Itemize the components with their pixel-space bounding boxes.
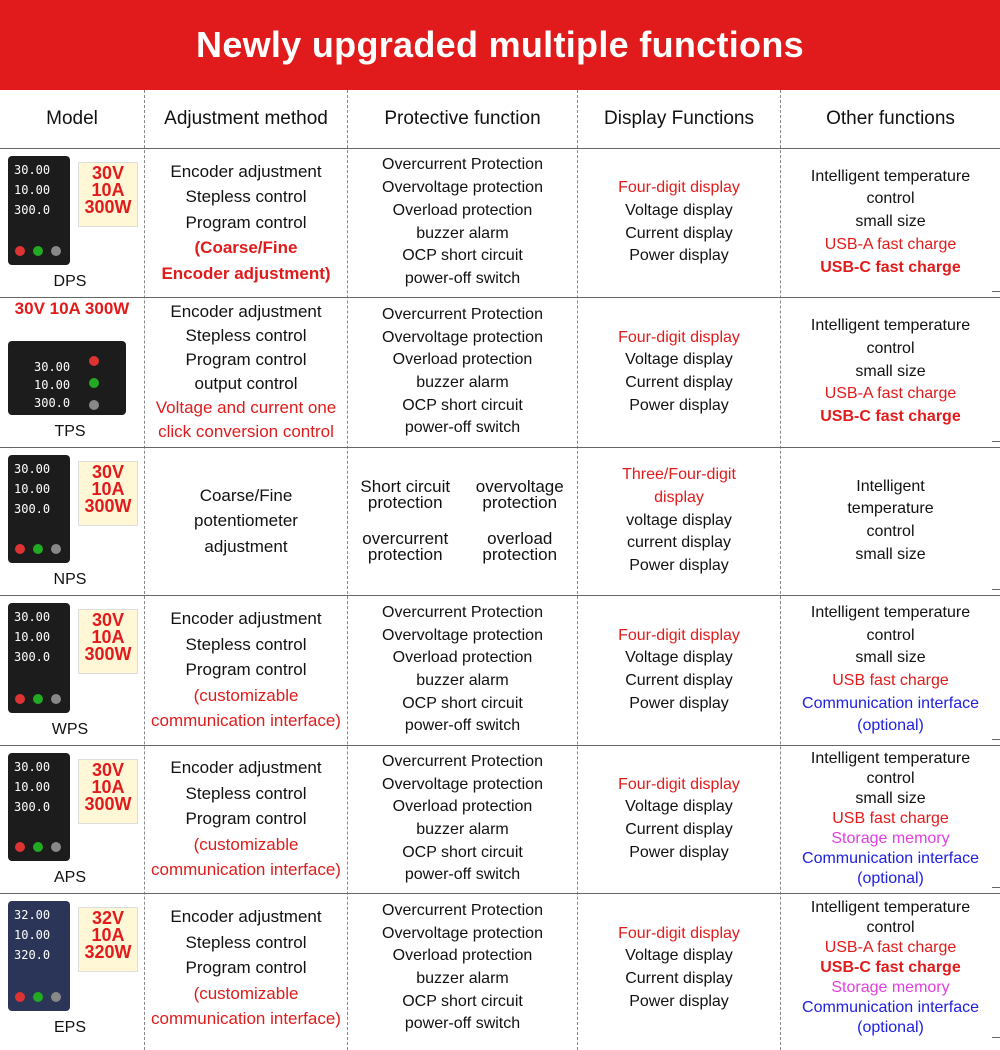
display-cell: [578, 749, 780, 889]
row-divider: [0, 595, 1000, 596]
other-line: Intelligent temperature: [810, 167, 971, 185]
display-line: Four-digit display: [618, 775, 740, 793]
protect-line: power-off switch: [404, 419, 521, 437]
terminal-knob: [89, 400, 99, 410]
display-line: Power display: [629, 396, 729, 414]
display-line: voltage display: [626, 511, 732, 529]
spec-tag-line: 10A: [91, 627, 125, 648]
adjust-line: potentiometer: [194, 511, 298, 531]
spec-tag-line: 300W: [84, 794, 132, 815]
adjust-cell: [145, 451, 347, 591]
display-line: Current display: [625, 224, 733, 242]
protect-item-line: protection: [482, 493, 558, 512]
spec-tag-line: 300W: [84, 197, 132, 218]
device-readout: 32.00: [14, 908, 51, 922]
protect-line: Overcurrent Protection: [382, 305, 543, 323]
adjust-line: Stepless control: [185, 634, 307, 654]
device-readout: 10.00: [14, 630, 51, 644]
adjust-line: Program control: [185, 809, 307, 829]
other-line: Communication interface: [802, 850, 979, 867]
protect-line: Overvoltage protection: [382, 775, 543, 793]
row-edge-mark: [992, 291, 1000, 292]
terminal-knob: [89, 378, 99, 388]
header-display-functions: Display Functions: [604, 108, 754, 129]
adjust-line: (customizable: [193, 834, 299, 854]
adjust-line: Stepless control: [185, 187, 307, 207]
adjust-line: click conversion control: [158, 422, 334, 442]
adjust-line: Stepless control: [185, 325, 307, 345]
protect-item-line: protection: [367, 545, 443, 564]
protect-line: buzzer alarm: [416, 224, 509, 242]
display-line: Power display: [629, 694, 729, 712]
device-readout: 10.00: [14, 928, 51, 942]
protect-line: Overload protection: [392, 798, 533, 816]
terminal-knob: [15, 694, 25, 704]
terminal-knob: [33, 246, 43, 256]
row-edge-mark: [992, 1037, 1000, 1038]
other-line: Communication interface: [802, 694, 979, 712]
other-line: USB-C fast charge: [820, 959, 961, 976]
display-line: Voltage display: [625, 201, 733, 219]
device-readout: 10.00: [14, 482, 51, 496]
other-line: control: [866, 919, 915, 936]
other-cell: [781, 749, 1000, 889]
display-line: Four-digit display: [618, 924, 740, 942]
other-line: small size: [855, 649, 926, 667]
terminal-knob: [33, 992, 43, 1002]
spec-tag-line: 32V: [91, 908, 125, 928]
device-readout: 300.0: [14, 502, 51, 516]
spec-tag-line: 30V: [91, 610, 125, 630]
protect-cell: [348, 152, 577, 293]
display-line: Power display: [629, 247, 729, 265]
device-readout: 300.0: [14, 203, 51, 217]
adjust-line: Encoder adjustment): [161, 263, 331, 283]
protect-grid: [348, 469, 577, 573]
protect-line: OCP short circuit: [402, 694, 523, 712]
model-name: NPS: [53, 571, 87, 588]
other-line: control: [866, 523, 915, 540]
spec-tag-line: 300W: [84, 644, 132, 665]
device-readout: 30.00: [14, 163, 51, 177]
row-edge-mark: [992, 589, 1000, 590]
display-line: Current display: [625, 672, 733, 689]
spec-tag: [78, 609, 138, 674]
protect-item: [463, 528, 578, 564]
protect-item: [348, 528, 463, 564]
adjust-line: Program control: [185, 958, 307, 978]
row-divider: [0, 447, 1000, 448]
display-line: Current display: [625, 821, 733, 838]
protect-line: power-off switch: [404, 717, 521, 735]
other-line: control: [866, 339, 915, 357]
device-readout: 30.00: [14, 462, 51, 476]
other-line: Intelligent temperature: [810, 750, 971, 767]
adjust-line: communication interface): [151, 860, 341, 880]
terminal-knob: [15, 246, 25, 256]
protect-line: Overload protection: [392, 947, 533, 965]
adjust-line: Encoder adjustment: [170, 758, 322, 778]
display-line: Power display: [629, 992, 729, 1010]
header-model: Model: [46, 108, 98, 129]
other-line: small size: [855, 362, 926, 380]
other-cell: [781, 152, 1000, 293]
other-cell: [781, 301, 1000, 443]
protect-item-line: protection: [367, 493, 443, 512]
display-cell: [578, 599, 780, 741]
protect-line: OCP short circuit: [402, 843, 523, 861]
other-line: USB-A fast charge: [824, 385, 957, 403]
display-line: Current display: [625, 374, 733, 391]
protect-line: OCP short circuit: [402, 396, 523, 414]
display-line: Voltage display: [625, 798, 733, 816]
protect-line: OCP short circuit: [402, 247, 523, 265]
protect-item-line: Short circuit: [360, 476, 451, 496]
spec-tag-line: 30V 10A 300W: [14, 299, 130, 318]
header-adjustment-method: Adjustment method: [164, 108, 328, 129]
display-line: Four-digit display: [618, 626, 740, 644]
other-line: Intelligent: [856, 477, 925, 495]
other-line: control: [866, 626, 915, 644]
display-line: Power display: [629, 557, 729, 575]
terminal-knob: [15, 992, 25, 1002]
adjust-line: Stepless control: [185, 932, 307, 952]
other-line: USB-A fast charge: [824, 235, 957, 253]
display-cell: [578, 451, 780, 591]
row-divider: [0, 893, 1000, 894]
model-name: WPS: [51, 721, 89, 738]
header-other-functions: Other functions: [826, 108, 955, 129]
terminal-knob: [15, 842, 25, 852]
protect-line: Overload protection: [392, 351, 533, 369]
spec-tag: [78, 759, 138, 824]
display-cell: [578, 897, 780, 1039]
other-line: (optional): [857, 1019, 924, 1036]
other-line: Communication interface: [802, 999, 979, 1016]
header-protective-function: Protective function: [384, 108, 541, 129]
display-cell: [578, 152, 780, 293]
adjust-line: (Coarse/Fine: [194, 238, 298, 258]
adjust-line: communication interface): [151, 711, 341, 731]
row-divider: [0, 745, 1000, 746]
adjust-cell: [145, 152, 347, 293]
protect-cell: [348, 897, 577, 1039]
device-readout: 30.00: [14, 760, 51, 774]
spec-tag-line: 10A: [91, 479, 125, 500]
adjust-line: communication interface): [151, 1009, 341, 1029]
adjust-cell: [145, 301, 347, 443]
display-line: Three/Four-digit: [622, 466, 736, 484]
other-cell: [781, 451, 1000, 591]
protect-line: OCP short circuit: [402, 992, 523, 1010]
spec-tag-line: 30V: [91, 760, 125, 780]
protect-line: Overvoltage protection: [382, 626, 543, 644]
terminal-knob: [51, 246, 61, 256]
row-divider: [0, 297, 1000, 298]
adjust-line: Program control: [185, 349, 307, 369]
protect-item-line: overload: [487, 528, 553, 548]
adjust-line: adjustment: [204, 536, 288, 556]
other-cell: [781, 599, 1000, 741]
adjust-cell: [145, 599, 347, 741]
terminal-knob: [33, 842, 43, 852]
product-image: [4, 301, 138, 421]
model-name: DPS: [53, 273, 87, 290]
spec-tag-line: 10A: [91, 925, 125, 946]
spec-tag-line: 10A: [91, 180, 125, 201]
protect-line: buzzer alarm: [416, 672, 509, 689]
comparison-table: [0, 90, 1000, 1050]
spec-tag-line: 30V: [91, 163, 125, 183]
protect-item: [348, 476, 463, 512]
adjust-line: (customizable: [193, 685, 299, 705]
protect-line: power-off switch: [404, 866, 521, 884]
display-line: display: [654, 488, 704, 506]
device-readout: 30.00: [34, 360, 71, 374]
spec-tag-line: 320W: [84, 942, 132, 963]
protect-line: power-off switch: [404, 269, 521, 287]
terminal-knob: [51, 694, 61, 704]
adjust-line: Encoder adjustment: [170, 907, 322, 927]
device-readout: 300.0: [34, 396, 71, 410]
page-title: Newly upgraded multiple functions: [196, 24, 804, 65]
protect-line: Overcurrent Protection: [382, 603, 543, 621]
row-edge-mark: [992, 441, 1000, 442]
spec-tag: [10, 301, 134, 317]
device-readout: 10.00: [14, 183, 51, 197]
display-line: Power display: [629, 843, 729, 861]
other-line: small size: [855, 545, 926, 563]
other-line: Intelligent temperature: [810, 603, 971, 621]
protect-line: buzzer alarm: [416, 821, 509, 838]
other-line: temperature: [847, 500, 934, 518]
other-line: Intelligent temperature: [810, 899, 971, 916]
other-line: USB fast charge: [832, 810, 949, 827]
display-line: Voltage display: [625, 649, 733, 667]
other-line: control: [866, 190, 915, 208]
display-line: Voltage display: [625, 351, 733, 369]
adjust-cell: [145, 749, 347, 889]
protect-line: Overload protection: [392, 201, 533, 219]
adjust-line: Encoder adjustment: [170, 609, 322, 629]
protect-line: Overcurrent Protection: [382, 156, 543, 174]
other-line: USB-A fast charge: [824, 939, 957, 956]
power-supply-illustration: [4, 301, 138, 421]
display-line: Four-digit display: [618, 179, 740, 197]
protect-line: Overcurrent Protection: [382, 901, 543, 919]
protect-item-line: overcurrent: [362, 528, 449, 548]
terminal-knob: [89, 356, 99, 366]
display-line: current display: [626, 534, 732, 552]
protect-cell: [348, 749, 577, 889]
protect-item-line: protection: [482, 545, 558, 564]
protect-line: Overload protection: [392, 649, 533, 667]
device-readout: 30.00: [14, 610, 51, 624]
terminal-knob: [51, 544, 61, 554]
other-line: USB-C fast charge: [820, 408, 961, 426]
protect-line: Overvoltage protection: [382, 179, 543, 197]
protect-cell: [348, 301, 577, 443]
adjust-line: Voltage and current one: [155, 398, 337, 418]
terminal-knob: [51, 842, 61, 852]
device-readout: 300.0: [14, 650, 51, 664]
spec-tag: [78, 162, 138, 227]
other-line: (optional): [857, 717, 924, 735]
other-line: Intelligent temperature: [810, 317, 971, 335]
other-line: USB-C fast charge: [820, 258, 961, 276]
protect-line: buzzer alarm: [416, 970, 509, 987]
adjust-line: output control: [194, 374, 298, 393]
model-name: TPS: [54, 423, 86, 440]
spec-tag-line: 300W: [84, 496, 132, 517]
model-name: EPS: [53, 1019, 86, 1036]
row-edge-mark: [992, 739, 1000, 740]
adjust-line: Stepless control: [185, 783, 307, 803]
protect-line: buzzer alarm: [416, 374, 509, 391]
other-line: control: [866, 770, 915, 787]
protect-item: [463, 476, 578, 512]
device-readout: 320.0: [14, 948, 51, 962]
adjust-line: Program control: [185, 212, 307, 232]
protect-cell: [348, 599, 577, 741]
adjust-line: (customizable: [193, 983, 299, 1003]
display-line: Voltage display: [625, 947, 733, 965]
display-cell: [578, 301, 780, 443]
row-divider: [0, 148, 1000, 149]
spec-tag-line: 10A: [91, 777, 125, 798]
model-name: APS: [53, 869, 86, 886]
protect-line: Overvoltage protection: [382, 328, 543, 346]
protect-line: Overcurrent Protection: [382, 752, 543, 770]
adjust-line: Coarse/Fine: [199, 485, 293, 505]
device-readout: 10.00: [34, 378, 71, 392]
other-line: (optional): [857, 870, 924, 887]
adjust-line: Program control: [185, 660, 307, 680]
spec-tag: [78, 907, 138, 972]
other-cell: [781, 897, 1000, 1039]
device-readout: 300.0: [14, 800, 51, 814]
terminal-knob: [51, 992, 61, 1002]
title-banner: [0, 0, 1000, 90]
other-line: small size: [855, 213, 926, 231]
protect-line: power-off switch: [404, 1015, 521, 1033]
other-line: Storage memory: [831, 830, 950, 847]
display-line: Four-digit display: [618, 328, 740, 346]
terminal-knob: [15, 544, 25, 554]
display-line: Current display: [625, 970, 733, 987]
other-line: USB fast charge: [832, 672, 949, 689]
terminal-knob: [33, 694, 43, 704]
terminal-knob: [33, 544, 43, 554]
protect-line: Overvoltage protection: [382, 924, 543, 942]
device-readout: 10.00: [14, 780, 51, 794]
adjust-line: Encoder adjustment: [170, 161, 322, 181]
spec-tag: [78, 461, 138, 526]
spec-tag-line: 30V: [91, 462, 125, 482]
row-edge-mark: [992, 887, 1000, 888]
adjust-cell: [145, 897, 347, 1039]
adjust-line: Encoder adjustment: [170, 301, 322, 321]
other-line: Storage memory: [831, 979, 950, 996]
other-line: small size: [855, 790, 926, 807]
protect-item-line: overvoltage: [475, 476, 564, 496]
